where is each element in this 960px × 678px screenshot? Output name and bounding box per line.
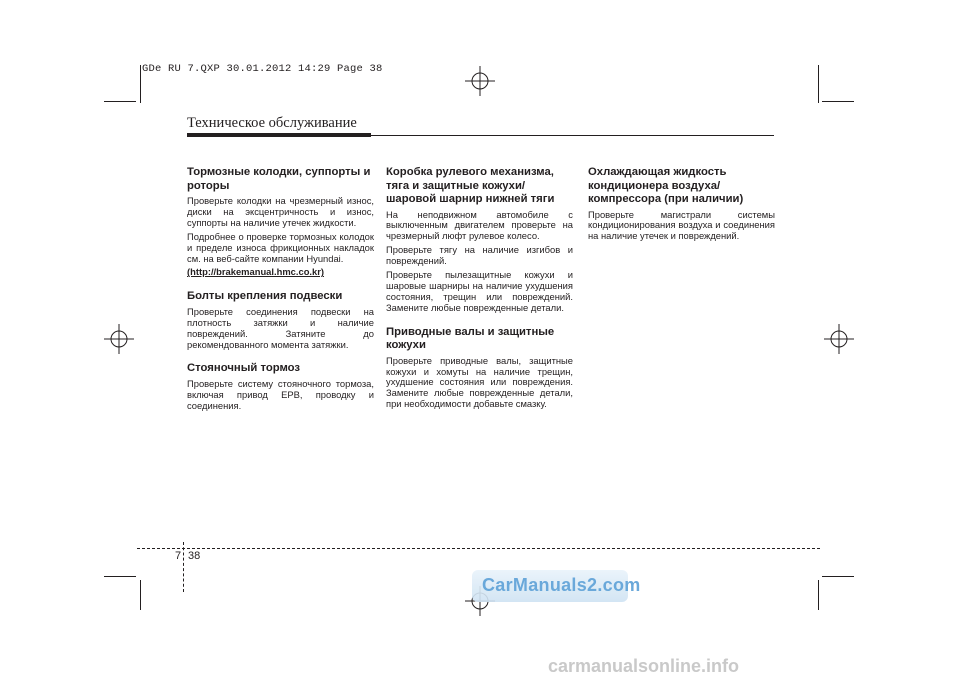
registration-mark-icon — [104, 324, 134, 354]
chapter-number: 7 — [175, 550, 182, 562]
title-rule-thick — [187, 133, 371, 137]
heading-ac-refrigerant: Охлаждающая жидкость кондиционера воздуха/ компрессора (при наличии) — [588, 166, 744, 205]
paragraph: Подробнее о проверке тормозных колодок и пределе износа фрикционных накладок см. на веб-сайте компании Hyundai. — [187, 230, 374, 264]
crop-mark — [140, 580, 141, 610]
heading-brake-pads: Тормозные колодки, суппорты и роторы — [187, 166, 371, 192]
crop-mark — [104, 101, 136, 102]
heading-suspension-bolts: Болты крепления подвески — [187, 290, 343, 303]
paragraph: Проверьте систему стояночного тормоза, включая привод EPB, проводку и соединения. — [187, 377, 374, 411]
column-3 — [588, 166, 775, 245]
paragraph: На неподвижном автомобиле с выключенным двигателем проверьте на чрезмерный люфт рулевое колесо. — [386, 208, 573, 242]
crop-mark — [818, 580, 819, 610]
heading-drive-shafts: Приводные валы и защитные кожухи — [386, 325, 555, 352]
crop-mark — [104, 576, 136, 577]
crop-mark — [818, 65, 819, 103]
crop-mark — [140, 65, 141, 103]
registration-mark-icon — [465, 66, 495, 96]
paragraph: Проверьте приводные валы, защитные кожухи и хомуты на наличие трещин, ухудшение состояния или повреждения. Замените любые поврежденные детали, при необходимости добавьте смазку. — [386, 354, 573, 410]
carmanualsonline-watermark: carmanualsonline.info — [548, 656, 740, 676]
page-title: Техническое обслуживание — [187, 115, 357, 131]
heading-steering-gear: Коробка рулевого механизма, тяга и защитные кожухи/ шаровой шарнир нижней тяги — [386, 166, 555, 205]
footer-rule — [137, 548, 820, 549]
carmanuals-watermark-text: CarManuals2.com — [482, 575, 641, 595]
column-1 — [187, 166, 374, 415]
title-rule-thin — [371, 135, 774, 136]
page-number-separator — [183, 542, 184, 592]
brake-manual-link[interactable]: (http://brakemanual.hmc.co.kr) — [187, 266, 325, 278]
carmanuals-watermark[interactable] — [472, 570, 641, 602]
paragraph: Проверьте соединения подвески на плотность затяжки и наличие повреждений. Затяните до рекомендованного момента затяжки. — [187, 305, 374, 350]
heading-parking-brake: Стояночный тормоз — [187, 362, 301, 375]
paragraph: Проверьте магистрали системы кондиционирования воздуха и соединения на наличие утечек и повреждений. — [588, 208, 775, 242]
paragraph: Проверьте колодки на чрезмерный износ, диски на эксцентричность и износ, суппорты на наличие утечек жидкости. — [187, 195, 374, 228]
crop-mark — [822, 101, 854, 102]
print-slug: GDe RU 7.QXP 30.01.2012 14:29 Page 38 — [142, 63, 383, 75]
column-2 — [386, 166, 573, 413]
paragraph: Проверьте пылезащитные кожухи и шаровые шарниры на наличие ухудшения состояния, трещин или повреждений. Замените любые поврежденные детали. — [386, 269, 573, 313]
crop-mark — [822, 576, 854, 577]
page-number: 38 — [188, 550, 201, 562]
registration-mark-icon — [824, 324, 854, 354]
paragraph: Проверьте тягу на наличие изгибов и повреждений. — [386, 244, 573, 267]
